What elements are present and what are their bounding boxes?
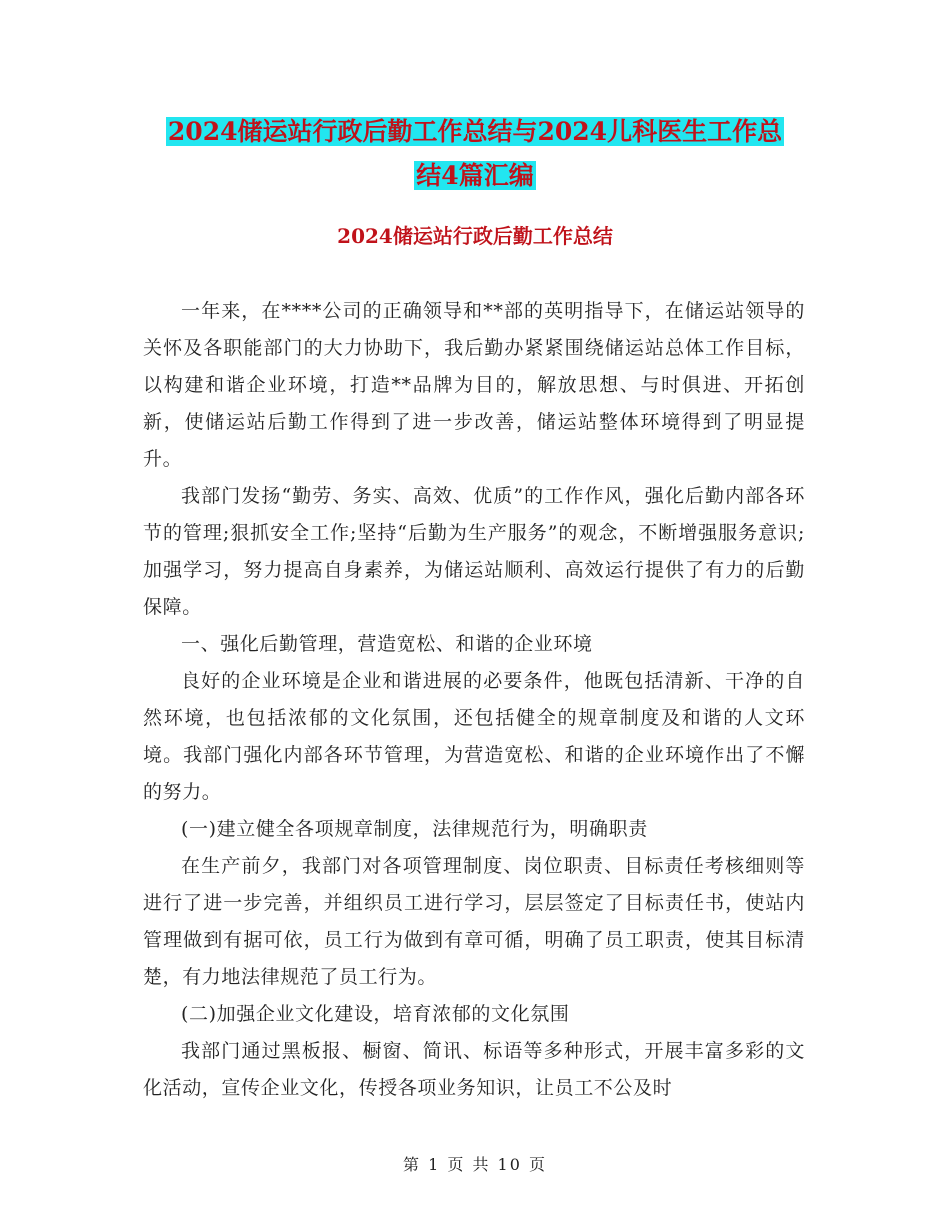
- paragraph: 在生产前夕，我部门对各项管理制度、岗位职责、目标责任考核细则等进行了进一步完善，并组织员工进行学习，层层签定了目标责任书，使站内管理做到有据可依，员工行为做到有章可循，明确了员工职责，使其目标清楚，有力地法律规范了员工行为。: [143, 855, 805, 988]
- document-title: [0, 110, 950, 198]
- paragraph: 良好的企业环境是企业和谐进展的必要条件，他既包括清新、干净的自然环境，也包括浓郁的文化氛围，还包括健全的规章制度及和谐的人文环境。我部门强化内部各环节管理，为营造宽松、和谐的企业环境作出了不懈的努力。: [143, 670, 805, 803]
- document-title-line1: 2024储运站行政后勤工作总结与2024儿科医生工作总: [167, 117, 783, 146]
- document-title-line2: 结4篇汇编: [416, 161, 534, 190]
- paragraph-subheading: (一)建立健全各项规章制度，法律规范行为，明确职责: [181, 818, 648, 840]
- document-body: [143, 293, 805, 1107]
- paragraph: 我部门发扬“勤劳、务实、高效、优质”的工作作风，强化后勤内部各环节的管理;狠抓安全工作;坚持“后勤为生产服务”的观念，不断增强服务意识;加强学习，努力提高自身素养，为储运站顺利、高效运行提供了有力的后勤保障。: [143, 485, 805, 618]
- section-title: 2024储运站行政后勤工作总结: [337, 224, 613, 248]
- paragraph-heading: 一、强化后勤管理，营造宽松、和谐的企业环境: [181, 633, 593, 655]
- page-number-footer: 第 1 页 共 10 页: [403, 1155, 547, 1174]
- paragraph: 我部门通过黑板报、橱窗、简讯、标语等多种形式，开展丰富多彩的文化活动，宣传企业文化，传授各项业务知识，让员工不公及时: [143, 1040, 805, 1099]
- paragraph-subheading: (二)加强企业文化建设，培育浓郁的文化氛围: [181, 1003, 570, 1025]
- paragraph: 一年来，在****公司的正确领导和**部的英明指导下，在储运站领导的关怀及各职能部门的大力协助下，我后勤办紧紧围绕储运站总体工作目标，以构建和谐企业环境，打造**品牌为目的，解放思想、与时俱进、开拓创新，使储运站后勤工作得到了进一步改善，储运站整体环境得到了明显提升。: [143, 300, 805, 470]
